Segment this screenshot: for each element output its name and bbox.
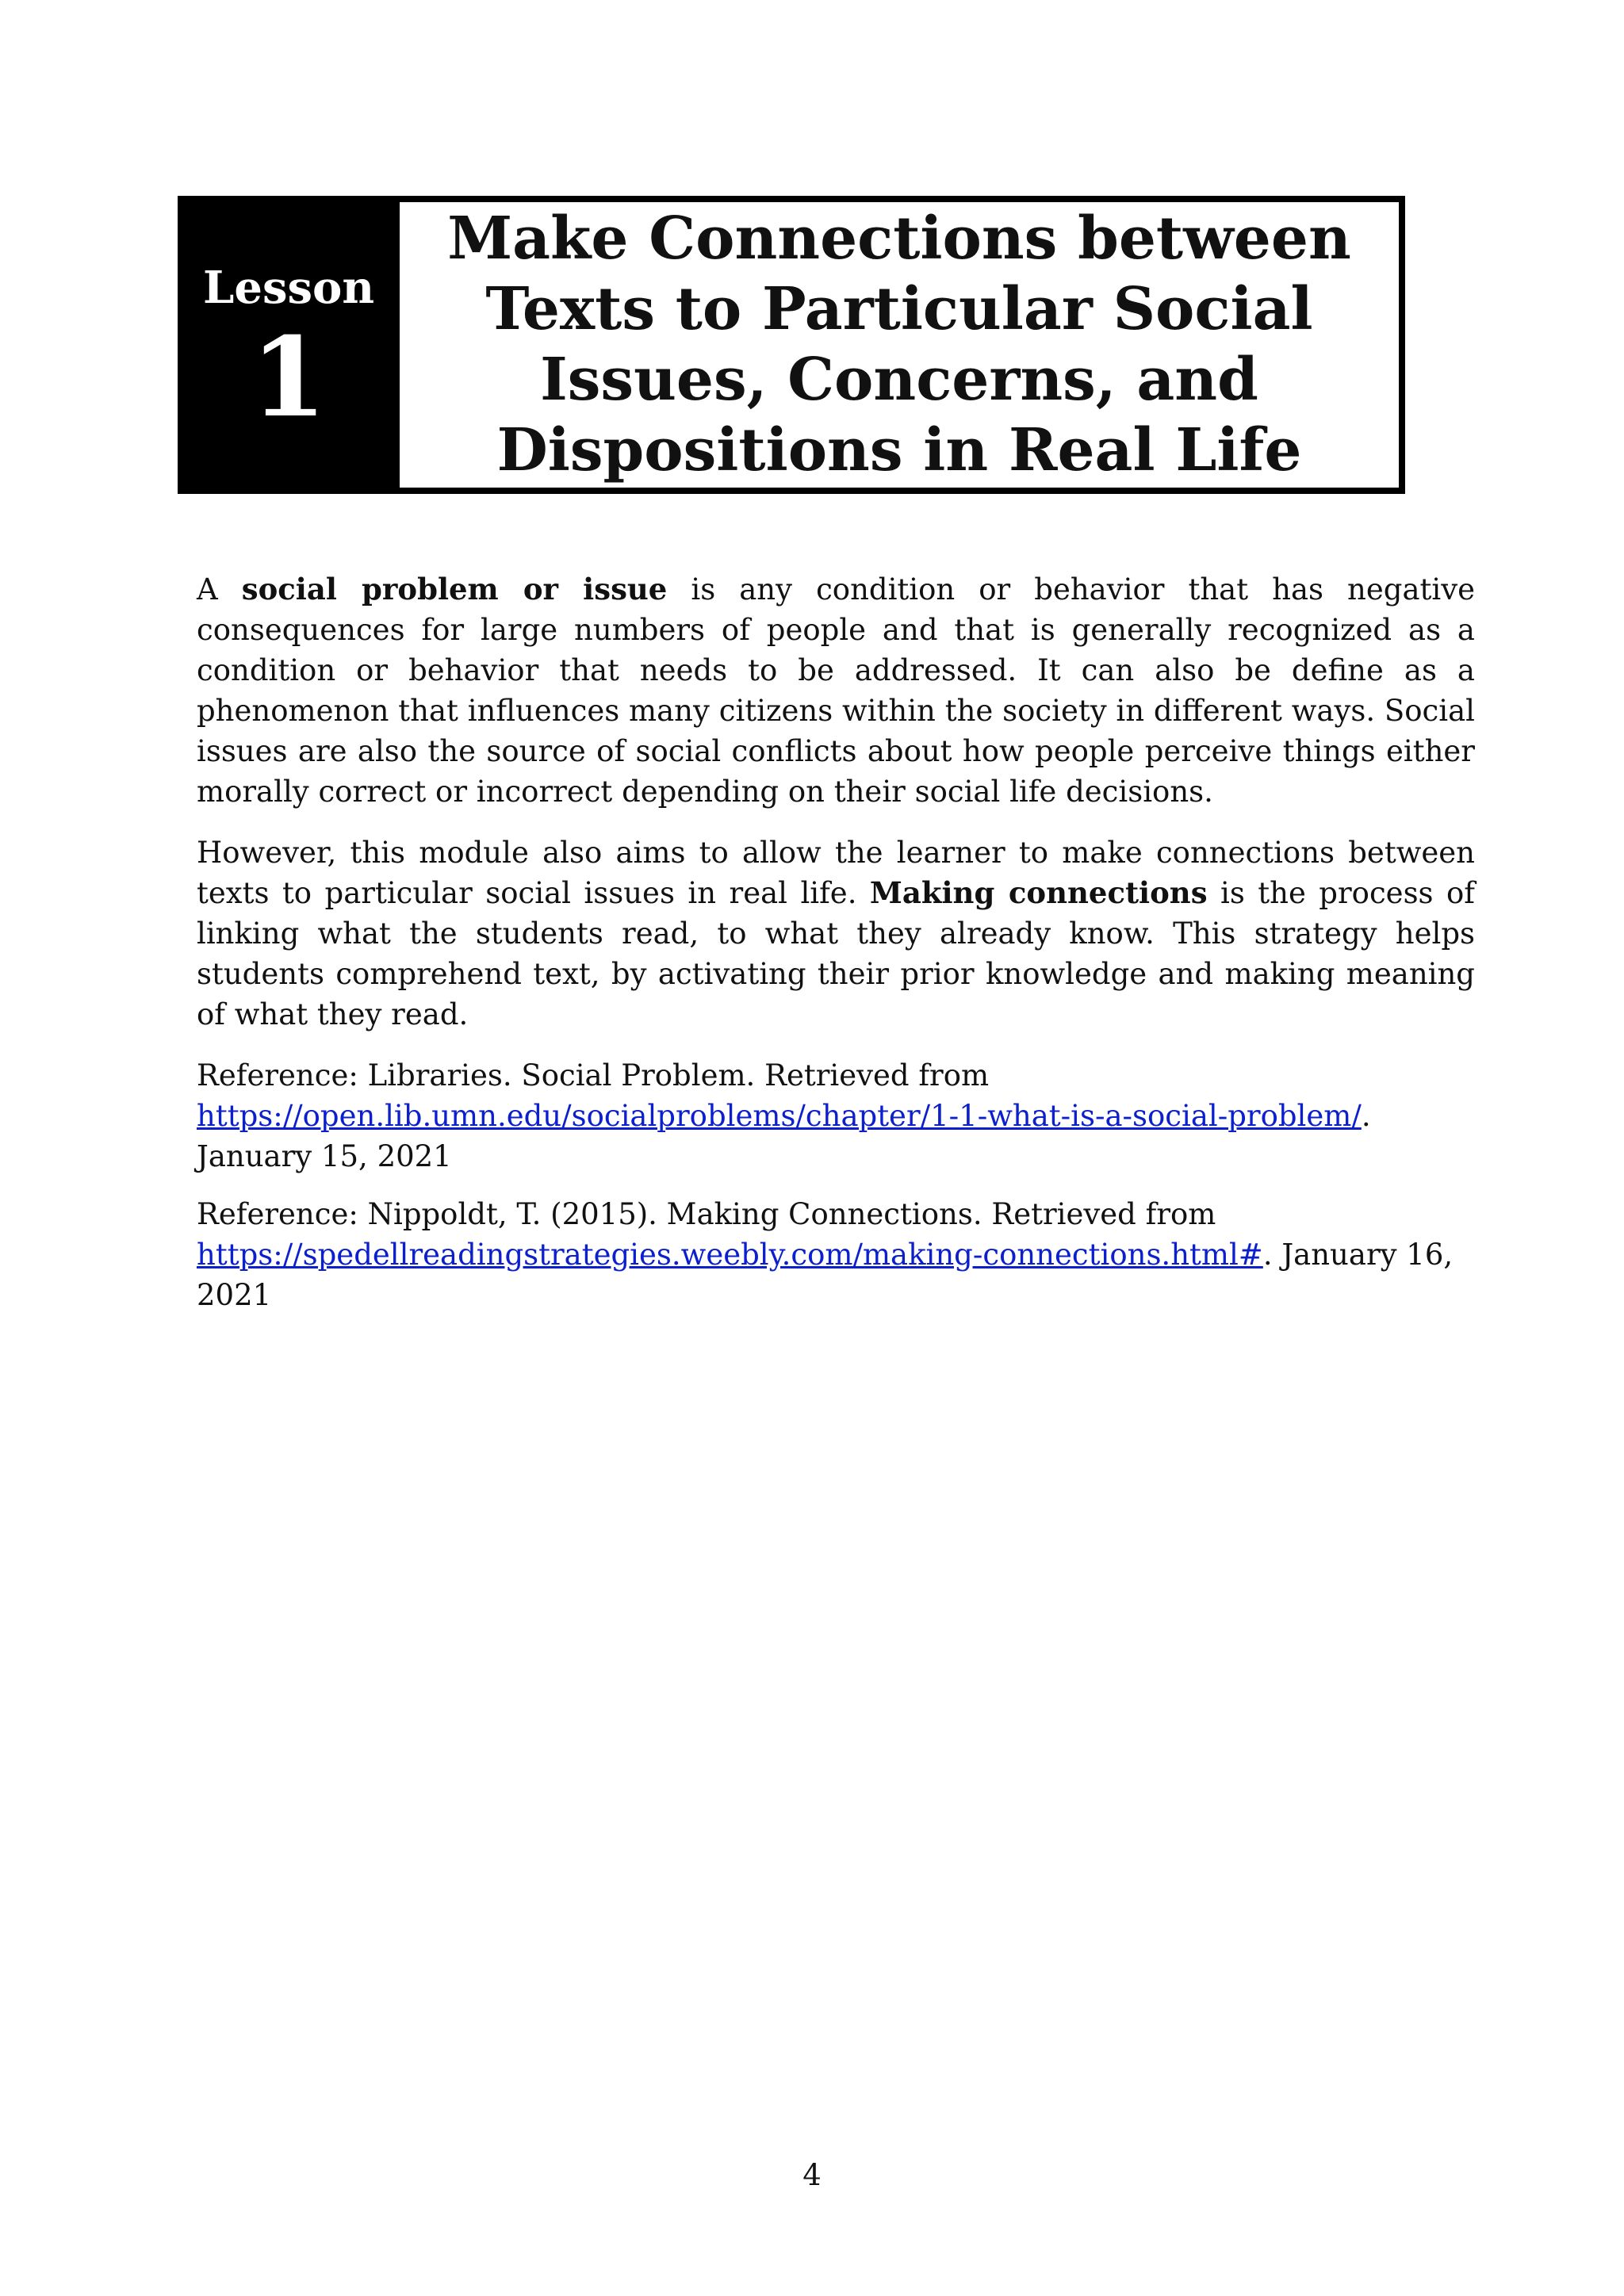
reference-punct: . (1361, 1099, 1371, 1133)
lesson-number: 1 (250, 312, 327, 442)
reference-link-2[interactable]: https://spedellreadingstrategies.weebly.com/making-connections.html# (197, 1238, 1263, 1272)
reference-2 (197, 1194, 1475, 1315)
paragraph-text: is the process of linking what the students read, to what they already know. This strategy helps students comprehend text, by activating their prior knowledge and making meaning of what they read. (197, 876, 1475, 1031)
lesson-badge (184, 202, 393, 488)
lesson-header (178, 196, 1405, 494)
reference-text: Reference: Nippoldt, T. (2015). Making Connections. Retrieved from (197, 1197, 1216, 1231)
paragraph-social-problem (197, 569, 1475, 812)
reference-text: Reference: Libraries. Social Problem. Retrieved from (197, 1058, 990, 1093)
reference-date: January 15, 2021 (197, 1139, 452, 1173)
paragraph-text: is any condition or behavior that has negative consequences for large numbers of people and that is generally recognized as a condition or behavior that needs to be addressed. It can also be define as a phenomenon that influences many citizens within the society in different ways. Social issues are also the source of social conflicts about how people perceive things either morally correct or incorrect depending on their social life decisions. (197, 572, 1476, 809)
lesson-label: Lesson (202, 262, 375, 314)
reference-1 (197, 1055, 1475, 1177)
reference-link-1[interactable]: https://open.lib.umn.edu/socialproblems/chapter/1-1-what-is-a-social-problem/ (197, 1099, 1362, 1133)
lesson-content (197, 569, 1475, 1333)
reference-date: . January 16, 2021 (197, 1238, 1454, 1312)
term-social-problem: social problem or issue (241, 572, 668, 607)
page-number: 4 (802, 2158, 822, 2192)
paragraph-text: However, this module also aims to allow the learner to make connections between texts to particular social issues in real life. (197, 836, 1475, 910)
term-making-connections: Making connections (869, 875, 1208, 910)
lesson-title: Make Connections between Texts to Particular Social Issues, Concerns, and Dispositions in Real Life (393, 202, 1399, 488)
paragraph-text: A (197, 572, 242, 607)
paragraph-making-connections (197, 832, 1475, 1035)
